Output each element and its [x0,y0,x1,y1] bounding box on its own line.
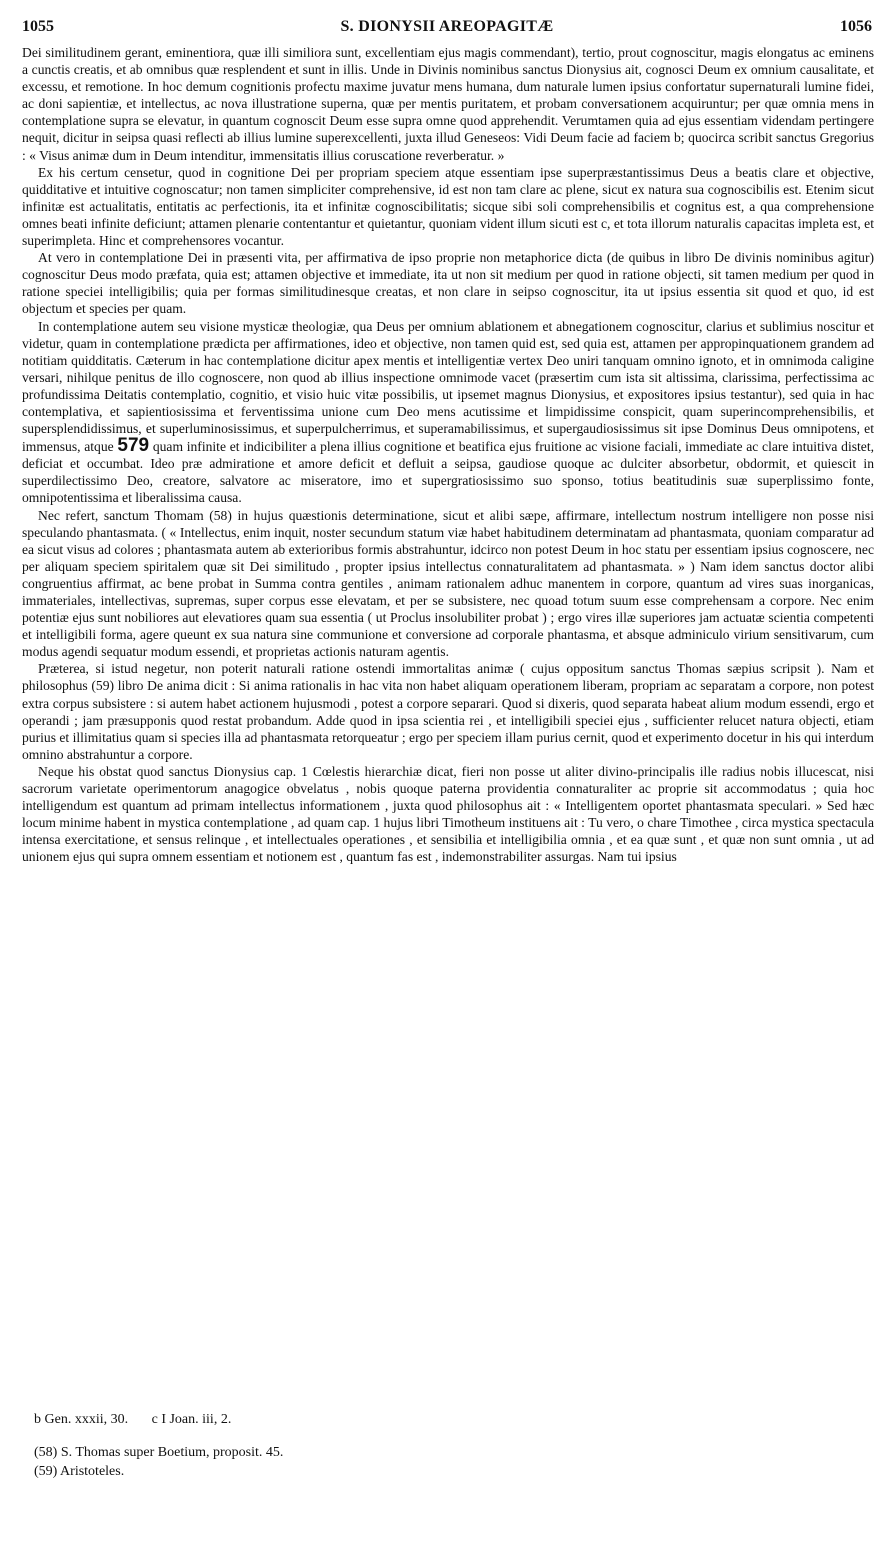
page-number-right: 1056 [840,18,872,35]
paragraph-4 [22,318,874,507]
footnote-b: b Gen. xxxii, 30. [34,1412,129,1427]
running-title: S. DIONYSII AREOPAGITÆ [340,18,554,35]
paragraph-1: Dei similitudinem gerant, eminentiora, quæ illi similiora sunt, excellentiam ejus magis commendant), tertio, prout cognoscitur, magis elongatus ac eminens a cunctis creatis, et ab omnibus quæ resplendent et sunt in illis. Unde in Divinis nominibus sanctus Dionysius ait, cognosci Deum ex omnium causalitate, et excessu, et remotione. In hoc demum cognitionis profectu maxime juvatur mens humana, dum naturale lumen ipsius confortatur supernaturali lumine fidei, ac doni sapientiæ, et intellectus, ac nova illustratione superna, quæ per mentis puritatem, et probam conversationem acquiruntur; per quæ omnia mens in contemplatione supra se elevatur, in quantum cognoscit Deum esse supra omne quod apprehendit. Verumtamen quia ad ejus essentiam videndam pertingere nequit, dicitur in seipsa quasi reflecti ab illius lumine superexcellenti, juxta illud Geneseos: Vidi Deum facie ad faciem b; quocirca scribit sanctus Gregorius : « Visus animæ dum in Deum intenditur, immensitatis illius coruscatione reverberatur. » [22,45,874,163]
paragraph-4-part-a: In contemplatione autem seu visione mysticæ theologiæ, qua Deus per omnium ablationem et abnegationem cognoscitur, clarius et sublimius noscitur et videtur, quam in contemplatione prædicta per affirmationes, ideo et objective, non tamen quid est, sed quia est, attamen per appropinquationem grandem ad notitiam quidditatis. Cæterum in hac contemplatione dicitur apex mentis et intelligentiæ vertex Deo uniri tanquam omnino ignoto, et in omnimoda caligine versari, nihilque penitus de illo cognoscere, non quod ab illius inspectione omnimode vacet (præsertim cum ista sit altissima, clarissima, perfectissima ac profundissima Deitatis contemplatio, cognitio, et visio huic vitæ possibilis, ut ipsemet magnus Dionysius, et expositores ipsius testantur), sed quia in hac contemplativa, et sapientiosissima et ferventissima unione cum Deo mens acutissime et limpidissime conspicit, quam superincomprehensibilis, et supersplendidissimus, et superluminosissimus, et superpulcherrimus, et superamabilissimus, et supergaudiosissimus sit ipse Dominus Deus omnipotens, et immensus, atque [22,318,874,455]
footnote-c: c I Joan. iii, 2. [151,1412,232,1427]
footnote-58: (58) S. Thomas super Boetium, proposit. 45. [34,1445,284,1460]
paragraph-4-part-b: quam infinite et indicibiliter a plena illius cognitione et beatifica ejus fruitione ac visione faciali, immediate ac clare intuitiva distet, deficiat et occumbat. Ideo præ admiratione et amore deficit et defluit a seipsa, gaudiose quoque ac dulciter absorbetur, obdormit, et quiescit in superdilectissimo Deo, creatore, salvatore ac miseratore, imo et supergratiosissimo suo sponso, totius beatitudinis suæ superplissimo fonte, omnipotentissima et liberalissima causa. [22,439,875,506]
paragraph-7: Neque his obstat quod sanctus Dionysius cap. 1 Cœlestis hierarchiæ dicat, fieri non posse ut aliter divino-principalis ille radius nobis illucescat, nisi sacrorum varietate operimentorum anagogice obvelatus , nobis quoque paterna providentia connaturaliter ac proprie sit accommodatus ; quia hoc intelligendum est quantum ad primam intellectus informationem , juxta quod philosophus ait : « Intelligentem oportet phantasmata speculari. » Sed hæc locum minime habent in mystica contemplatione , ad quam cap. 1 hujus libri Timotheum instituens ait : Tu vero, o chare Timothee , circa mystica spectacula intensa exercitatione, et sensus relinque , et intellectuales operationes , et sensibilia et intelligibilia omnia , et ea quæ sunt , et quæ non sunt omnia , ut ad unionem ejus qui supra omnem essentiam et notionem est , quantum fas est , indemonstrabiliter assurgas. Nam tui ipsius [22,763,874,865]
page-number-left: 1055 [22,18,54,35]
main-text [22,44,874,866]
footnote-59: (59) Aristoteles. [34,1464,125,1479]
footnote-letters [34,1410,874,1429]
footnotes [34,1410,874,1481]
paragraph-2: Ex his certum censetur, quod in cognitione Dei per propriam speciem atque essentiam ipse superpræstantissimus Deus a beatis clare et objective, quidditative et intuitive cognoscatur; non tamen simpliciter comprehensive, id est non tam clare ac plene, sicut ex natura sua cognoscibilis est. Etenim sicut infinitæ est actualitatis, entitatis ac perfectionis, ita et infinitæ cognoscibilitatis; sicque sibi soli comprehensibilis et cognitus est, a qua comprehensione omnes beati infinite deficiunt; attamen plenarie contentantur et quietantur, quoniam vident illum sicuti est c, et tota illorum naturalis capacitas impleta est, et superimpleta. Hinc et comprehensores vocantur. [22,164,874,249]
paragraph-5: Nec refert, sanctum Thomam (58) in hujus quæstionis determinatione, sicut et alibi sæpe, affirmare, intellectum nostrum intelligere non posse nisi speculando phantasmata. ( « Intellectus, enim inquit, noster secundum statum viæ habet habitudinem determinatam ad phantasmata, quoniam comparatur ad ea sicut visus ad colores ; phantasmata autem ab exterioribus formis abstrahuntur, idcirco non potest Deum in hoc statu per essentiam ipsius cognoscere, nec per aliquam speciem spiritalem quæ sit Dei similitudo , propter ipsius intellectus connaturalitatem ad phantasmata. » ) Nam idem sanctus doctor alibi congruentius affirmat, ac bene probat in Summa contra gentiles , animam rationalem adhuc manentem in corpore, quantum ad vires suas inorganicas, immateriales, intellectivas, supremas, super corpus esse elevatam, et per se subsistere, nec quoad totum suum esse comprehensam a corpore. Nec enim potentiæ ejus sunt nobiliores aut elevatiores quam sua essentia ( ut Proclus insolubiliter probat ) ; ergo vires illæ superiores jam actuatæ scientia competenti et intelligibili forma, agere queunt ex sua natura sine communione et conversione ad corporale phantasma, et absque adminiculo virium sensitivarum, cum modus agendi sequatur modum essendi, et proprietas actionis naturam agentis. [22,507,874,660]
running-header [22,18,872,40]
paragraph-3: At vero in contemplatione Dei in præsenti vita, per affirmativa de ipso proprie non metaphorice dicta (de quibus in libro De divinis nominibus agitur) cognoscitur Deus modo præfata, quia est; attamen objective et immediate, ita ut non sit medium per quod in ratione objecti, sit tamen medium per quod in ratione speciei intelligibilis; quia per formas similitudinesque creatas, et non clare in seipso cognoscitur, ita ut ipsius essentia sit quod et quo, id est objectum et species per quam. [22,250,874,317]
margin-column-number: 579 [117,435,150,457]
paragraph-6: Præterea, si istud negetur, non poterit naturali ratione ostendi immortalitas animæ ( cujus oppositum sanctus Thomas sæpius scripsit ). Nam et philosophus (59) libro De anima dicit : Si anima rationalis in hac vita non habet aliquam operationem liberam, propriam ac separatam a corpore, non potest extra corpus subsistere : si autem habet actionem hujusmodi , potest a corpore separari. Quod si dixeris, quod separata habeat alium modum essendi, ergo et operandi ; jam præsupponis quod restat probandum. Adde quod in ipsa scientia rei , et intelligibili speciei ejus , sufficienter relucet natura objecti, etiam purius et illimitatius quam si species illa ad phantasmata retorqueatur ; ergo per speciem illam purius cernit, quod et experimento docetur in his qui interdum omnino abstrahuntur a corpore. [22,661,874,762]
